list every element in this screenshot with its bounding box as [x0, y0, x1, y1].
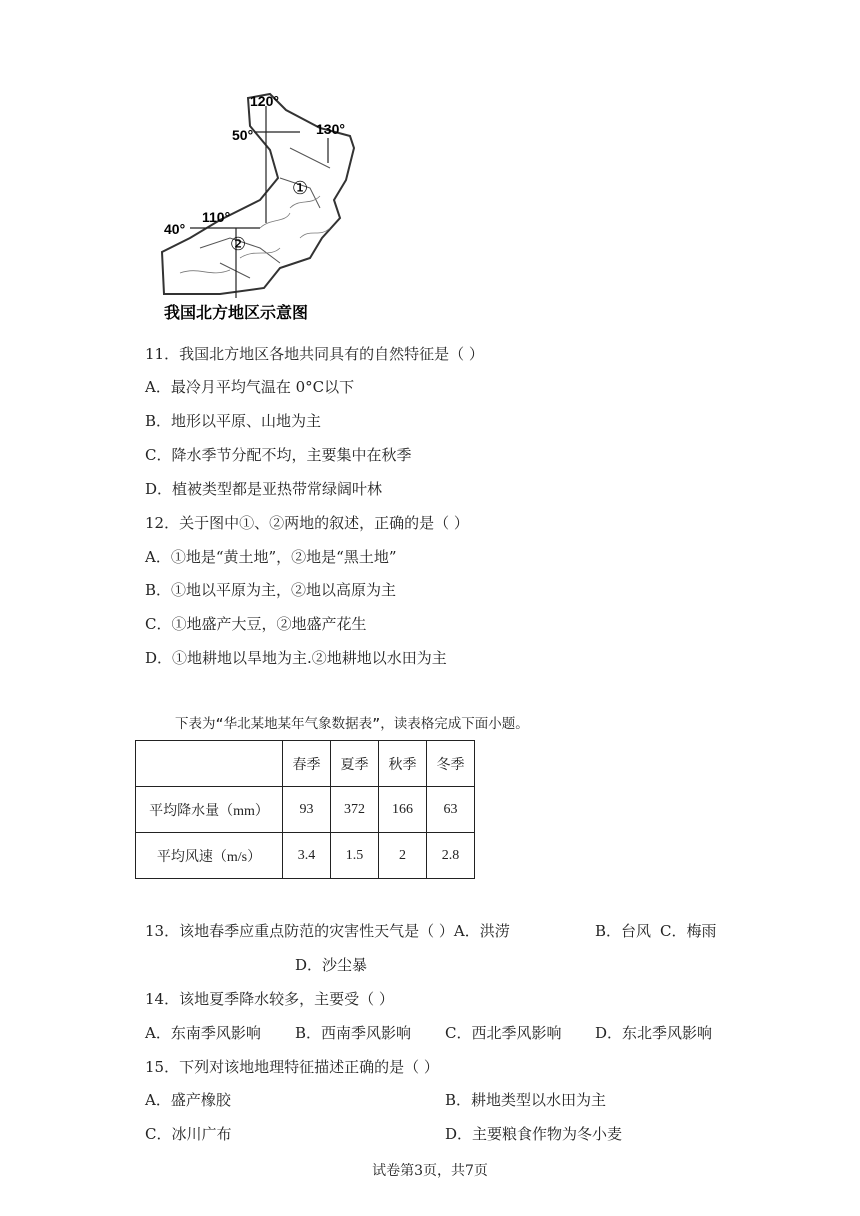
q13-option-b: B．台风: [595, 922, 652, 940]
map-caption: 我国北方地区示意图: [164, 303, 309, 322]
q13-stem: 13．该地春季应重点防范的灾害性天气是（ ）A．洪涝: [145, 922, 510, 940]
q11-option-a: A．最冷月平均气温在 0°C以下: [145, 378, 355, 396]
q11-stem: 11．我国北方地区各地共同具有的自然特征是（ ）: [145, 345, 484, 363]
q14-option-d: D．东北季风影响: [595, 1024, 713, 1042]
northern-china-map: [160, 88, 360, 328]
table-header-summer: 夏季: [331, 741, 379, 787]
q15-option-d: D．主要粮食作物为冬小麦: [445, 1125, 623, 1143]
q14-option-b: B．西南季风影响: [295, 1024, 412, 1042]
q15-stem: 15．下列对该地地理特征描述正确的是（ ）: [145, 1058, 439, 1076]
q15-option-c: C．冰川广布: [145, 1125, 232, 1143]
q13-option-c: C．梅雨: [660, 922, 717, 940]
lon-label-110: 110°: [202, 209, 231, 225]
lat-label-50: 50°: [232, 127, 254, 143]
q15-option-b: B．耕地类型以水田为主: [445, 1091, 607, 1109]
table-header-winter: 冬季: [427, 741, 475, 787]
page-footer: 试卷第3页，共7页: [372, 1163, 488, 1179]
q11-option-b: B．地形以平原、山地为主: [145, 412, 322, 430]
table-cell: 93: [283, 787, 331, 833]
q14-option-a: A．东南季风影响: [145, 1024, 261, 1042]
row-label: 平均降水量（mm）: [136, 787, 283, 833]
lon-label-130: 130°: [316, 121, 345, 137]
table-cell: 3.4: [283, 833, 331, 879]
q11-option-d: D．植被类型都是亚热带常绿阔叶林: [145, 480, 383, 498]
q13-option-d: D．沙尘暴: [295, 956, 368, 974]
q12-option-b: B．①地以平原为主，②地以高原为主: [145, 581, 397, 599]
table-cell: 166: [379, 787, 427, 833]
q12-option-d: D．①地耕地以旱地为主.②地耕地以水田为主: [145, 649, 447, 667]
q12-option-c: C．①地盛产大豆，②地盛产花生: [145, 615, 367, 633]
table-cell: 63: [427, 787, 475, 833]
table-intro: 下表为“华北某地某年气象数据表”，读表格完成下面小题。: [175, 716, 529, 732]
table-row-precipitation: [136, 787, 475, 833]
q12-option-a: A．①地是“黄土地”，②地是“黑土地”: [145, 548, 397, 566]
table-header-autumn: 秋季: [379, 741, 427, 787]
table-header-spring: 春季: [283, 741, 331, 787]
marker-1: ①: [292, 178, 309, 199]
lat-label-40: 40°: [164, 221, 186, 237]
weather-data-table: [135, 740, 475, 879]
lon-label-120: 120°: [250, 93, 279, 109]
table-cell: 2: [379, 833, 427, 879]
q14-stem: 14．该地夏季降水较多，主要受（ ）: [145, 990, 394, 1008]
marker-2: ②: [230, 234, 247, 255]
river-lines: [180, 196, 330, 273]
table-cell: 372: [331, 787, 379, 833]
table-cell: 1.5: [331, 833, 379, 879]
table-row-wind-speed: [136, 833, 475, 879]
q14-option-c: C．西北季风影响: [445, 1024, 562, 1042]
table-header-row: [136, 741, 475, 787]
q11-option-c: C．降水季节分配不均，主要集中在秋季: [145, 446, 412, 464]
row-label: 平均风速（m/s）: [136, 833, 283, 879]
table-cell: 2.8: [427, 833, 475, 879]
q12-stem: 12．关于图中①、②两地的叙述，正确的是（ ）: [145, 514, 469, 532]
table-header-empty: [136, 741, 283, 787]
q15-option-a: A．盛产橡胶: [145, 1091, 231, 1109]
